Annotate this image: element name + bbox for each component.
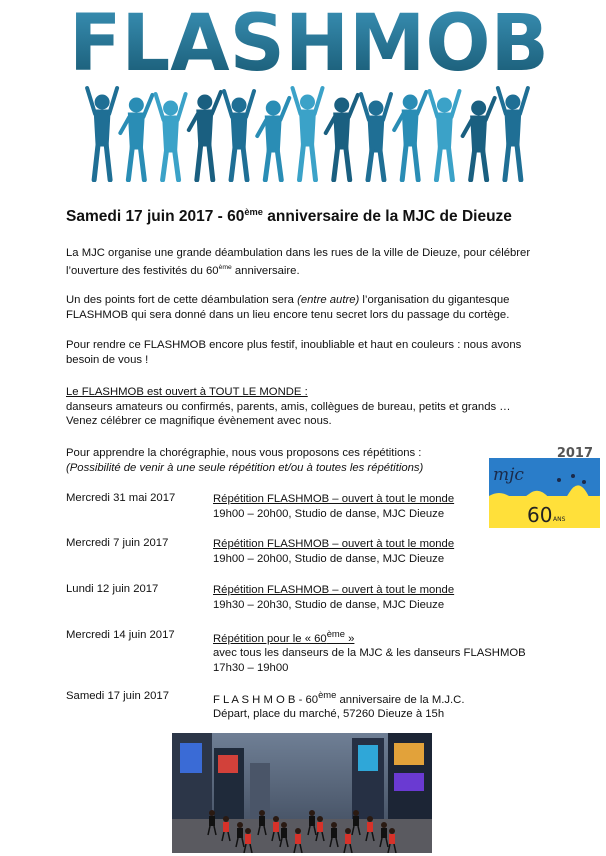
schedule-entry: Répétition FLASHMOB – ouvert à tout le monde 19h00 – 20h00, Studio de danse, MJC Dieuze [213, 493, 455, 520]
schedule-date: Lundi 12 juin 2017 [66, 583, 159, 595]
logo-unit: ANS [553, 516, 566, 523]
schedule-date: Mercredi 7 juin 2017 [66, 537, 169, 549]
dancer-figure [361, 94, 391, 180]
title-word: FLASHMOB [69, 0, 549, 80]
flashmob-city-photo [172, 733, 432, 853]
dancer-figure [156, 94, 186, 180]
open-paragraph: Le FLASHMOB est ouvert à TOUT LE MONDE : danseurs amateurs ou confirmés, parents, amis, collègues de bureau, petits et grands … Venez célébrer ce magnifique évènement avec nous. [66, 386, 511, 428]
mjc-60-ans-logo [489, 444, 600, 528]
headline: Samedi 17 juin 2017 - 60ème anniversaire de la MJC de Dieuze [66, 207, 512, 226]
schedule-date: Mercredi 31 mai 2017 [66, 492, 176, 504]
dancer-figure [120, 95, 152, 180]
schedule-entry: Répétition FLASHMOB – ouvert à tout le monde 19h00 – 20h00, Studio de danse, MJC Dieuze [213, 538, 455, 565]
dancer-figure [189, 92, 221, 180]
festif-paragraph: Pour rendre ce FLASHMOB encore plus festif, inoubliable et haut en couleurs : nous avons besoin de vous ! [66, 339, 522, 366]
schedule-entry: F L A S H M O B - 60ème anniversaire de la M.J.C. Départ, place du marché, 57260 Dieuze à 15h [213, 689, 465, 721]
dancer-figure [498, 88, 528, 180]
dancers-silhouette-graphic [85, 82, 530, 182]
schedule-entry: Répétition pour le « 60ème » avec tous les danseurs de la MJC & les danseurs FLASHMOB 17h30 – 19h00 [213, 628, 526, 674]
flashmob-title-graphic [60, 0, 558, 80]
dancer-figure [224, 91, 254, 180]
intro-paragraph: La MJC organise une grande déambulation dans les rues de la ville de Dieuze, pour célébrer l’ouverture des festivités du 60ème anniversaire. [66, 247, 531, 277]
points-paragraph: Un des points fort de cette déambulation sera (entre autre) l’organisation du gigantesque FLASHMOB qui sera donné dans un lieu encore tenu secret lors du passage du cortège. [66, 294, 510, 321]
dancer-figure [463, 98, 495, 180]
schedule-entry: Répétition FLASHMOB – ouvert à tout le monde 19h30 – 20h30, Studio de danse, MJC Dieuze [213, 584, 455, 611]
dancer-figure [429, 91, 459, 180]
schedule-date: Samedi 17 juin 2017 [66, 690, 170, 702]
logo-brand: mjc [493, 465, 524, 485]
dancer-figure [293, 88, 323, 180]
dancer-figure [326, 95, 358, 180]
dancer-figure [257, 98, 289, 180]
dancer-figure [394, 92, 426, 180]
logo-number: 60 [527, 503, 553, 527]
dancer-figure [87, 88, 117, 180]
learn-paragraph: Pour apprendre la chorégraphie, nous vous proposons ces répétitions : (Possibilité de venir à une seule répétition et/ou à toutes les répétitions) [66, 447, 424, 474]
logo-year: 2017 [556, 446, 593, 461]
schedule-date: Mercredi 14 juin 2017 [66, 629, 175, 641]
